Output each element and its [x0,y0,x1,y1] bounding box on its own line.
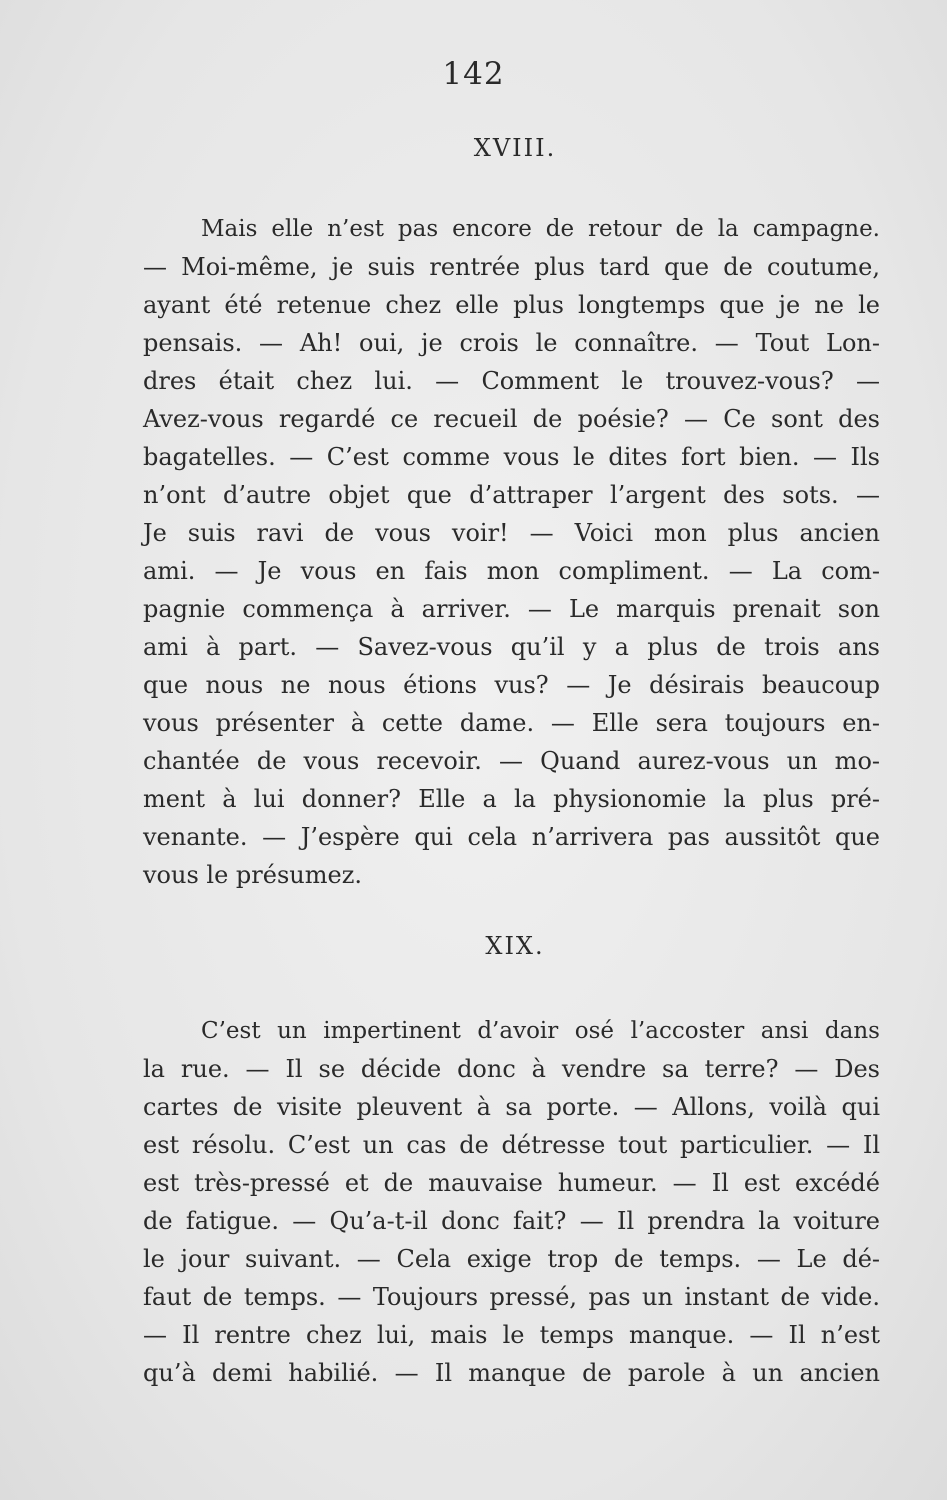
text-line: — Il rentre chez lui, mais le temps manque. — Il n’est [143,1321,880,1349]
section-heading-xviii: XVIII. [473,134,557,162]
text-line: est très-pressé et de mauvaise humeur. — Il est excédé [143,1169,880,1197]
text-line: dres était chez lui. — Comment le trouvez-vous? — [143,367,880,395]
text-line: Mais elle n’est pas encore de retour de la campagne. [201,216,880,242]
section-heading-xix: XIX. [485,932,545,960]
text-line: ami. — Je vous en fais mon compliment. — La com- [143,557,880,585]
text-line: le jour suivant. — Cela exige trop de temps. — Le dé- [143,1245,880,1273]
text-line: — Moi-même, je suis rentrée plus tard que de coutume, [143,253,880,281]
text-line: vous le présumez. [143,861,362,889]
section-text-xix [143,1012,880,1392]
text-line: qu’à demi habilié. — Il manque de parole à un ancien [143,1359,880,1387]
text-line: de fatigue. — Qu’a-t-il donc fait? — Il prendra la voiture [143,1207,880,1235]
text-line: bagatelles. — C’est comme vous le dites fort bien. — Ils [143,443,880,471]
text-line: ment à lui donner? Elle a la physionomie la plus pré- [143,785,880,813]
text-line: chantée de vous recevoir. — Quand aurez-vous un mo- [143,747,880,775]
text-line: est résolu. C’est un cas de détresse tout particulier. — Il [143,1131,880,1159]
text-line: n’ont d’autre objet que d’attraper l’argent des sots. — [143,481,880,509]
text-line: venante. — J’espère qui cela n’arrivera pas aussitôt que [143,823,880,851]
section-text-xviii [143,210,880,894]
text-line: Avez-vous regardé ce recueil de poésie? — Ce sont des [143,405,880,433]
text-line: vous présenter à cette dame. — Elle sera toujours en- [143,709,880,737]
page-number: 142 [442,56,505,92]
text-line: la rue. — Il se décide donc à vendre sa terre? — Des [143,1055,880,1083]
text-line: Je suis ravi de vous voir! — Voici mon plus ancien [143,519,880,547]
text-line: que nous ne nous étions vus? — Je désirais beaucoup [143,671,880,699]
text-line: ami à part. — Savez-vous qu’il y a plus de trois ans [143,633,880,661]
text-line: ayant été retenue chez elle plus longtemps que je ne le [143,291,880,319]
text-line: pensais. — Ah! oui, je crois le connaître. — Tout Lon- [143,329,880,357]
text-line: cartes de visite pleuvent à sa porte. — Allons, voilà qui [143,1093,880,1121]
text-line: pagnie commença à arriver. — Le marquis prenait son [143,595,880,623]
text-line: faut de temps. — Toujours pressé, pas un instant de vide. [143,1283,880,1311]
text-line: C’est un impertinent d’avoir osé l’accoster ansi dans [201,1018,880,1044]
